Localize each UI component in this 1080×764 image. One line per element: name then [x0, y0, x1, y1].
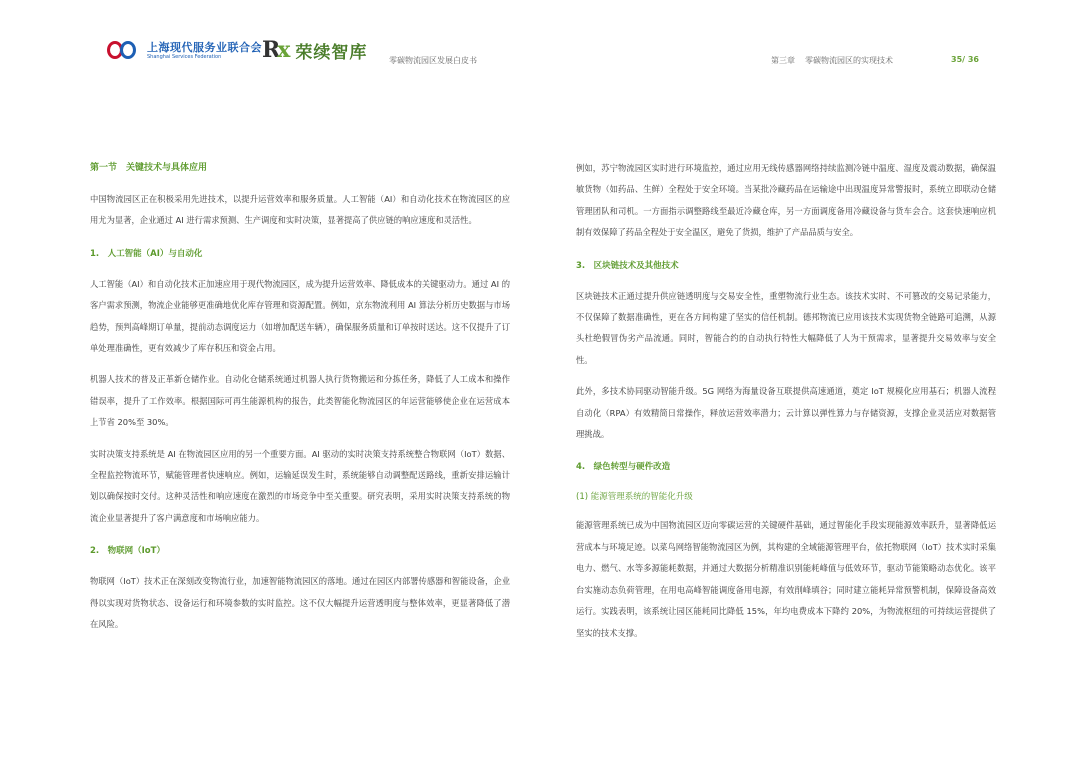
document-title: 零碳物流园区发展白皮书	[389, 56, 477, 65]
energy-paragraph: 能源管理系统已成为中国物流园区迈向零碳运营的关键硬件基础，通过智能化手段实现能源效率跃升，显著降低运营成本与环境足迹。以菜鸟网络智能物流园区为例，其构建的全域能源管理平台，依托物联网（IoT）技术实时采集电力、燃气、水等多源能耗数据，并通过大数据分析精准识别能耗峰值与低效环节，驱动节能策略动态优化。该平台实施动态负荷管理，在用电高峰智能调度备用电源，有效削峰填谷；同时建立能耗异常预警机制，保障设备高效运行。实践表明，该系统让园区能耗同比降低 15%，年均电费成本下降约 20%，为物流枢纽的可持续运营提供了坚实的技术支撑。	[576, 520, 996, 638]
section-title: 第一节 关键技术与具体应用	[90, 163, 208, 173]
federation-name-en: Shanghai Services Federation	[147, 54, 222, 60]
subsection-iot-title: 2. 物联网（IoT）	[90, 546, 165, 557]
chapter-title: 零碳物流园区的实现技术	[805, 56, 893, 65]
think-tank-name: 荣续智库	[295, 42, 368, 63]
subsection-energy-title: (1) 能源管理系统的智能化升级	[576, 492, 693, 503]
page-number: 35/ 36	[951, 55, 979, 64]
iot-paragraph-1: 物联网（IoT）技术正在深刻改变物流行业，加速智能物流园区的落地。通过在园区内部署传感器和智能设备，企业得以实现对货物状态、设备运行和环境参数的实时监控。这不仅大幅提升运营透明度与整体效率，更显著降低了潜在风险。	[90, 576, 510, 630]
left-column	[90, 158, 510, 646]
right-column	[576, 158, 996, 654]
ai-paragraph-1: 人工智能（AI）和自动化技术正加速应用于现代物流园区，成为提升运营效率、降低成本的关键驱动力。通过 AI 的客户需求预测，物流企业能够更准确地优化库存管理和资源配置。例如，京东物流利用 AI 算法分析历史数据与市场趋势，预判高峰期订单量，提前动态调度运力（如增加配送车辆），确保服务质量和订单按时送达。这不仅提升了订单处理准确性，更有效减少了库存积压和资金占用。	[90, 278, 510, 354]
intro-paragraph: 中国物流园区正在积极采用先进技术，以提升运营效率和服务质量。人工智能（AI）和自动化技术在物流园区的应用尤为显著，企业通过 AI 进行需求预测、生产调度和实时决策，显著提高了供应链的响应速度和灵活性。	[90, 194, 510, 226]
subsection-green-title: 4. 绿色转型与硬件改造	[576, 462, 671, 473]
blockchain-paragraph-2: 此外，多技术协同驱动智能升级。5G 网络为海量设备互联提供高速通道，奠定 IoT 规模化应用基石；机器人流程自动化（RPA）有效精简日常操作，释放运营效率潜力；云计算以弹性算力与存储资源，支撑企业灵活应对数据管理挑战。	[576, 386, 996, 440]
federation-name: 上海现代服务业联合会	[147, 41, 262, 54]
ai-paragraph-2: 机器人技术的普及正革新仓储作业。自动化仓储系统通过机器人执行货物搬运和分拣任务，降低了人工成本和操作错误率，提升了工作效率。根据国际可再生能源机构的报告，此类智能化物流园区的年运营能够使企业在运营成本上节省 20%至 30%。	[90, 374, 510, 428]
subsection-ai-title: 1. 人工智能（AI）与自动化	[90, 248, 203, 259]
ai-paragraph-3: 实时决策支持系统是 AI 在物流园区应用的另一个重要方面。AI 驱动的实时决策支持系统整合物联网（IoT）数据、全程监控物流环节，赋能管理者快速响应。例如，运输延误发生时，系统能够自动调整配送路线，重新安排运输计划以确保按时交付。这种灵活性和响应速度在激烈的市场竞争中至关重要。研究表明，采用实时决策支持系统的物流企业显著提升了客户满意度和市场响应能力。	[90, 448, 510, 523]
page-header	[0, 0, 1080, 80]
federation-logo-icon	[107, 40, 141, 62]
chapter-heading	[771, 55, 903, 66]
federation-logo	[107, 40, 262, 62]
iot-paragraph-2: 例如，苏宁物流园区实时进行环境监控，通过应用无线传感器网络持续监测冷链中温度、湿度及震动数据，确保温敏货物（如药品、生鲜）全程处于安全环境。当某批冷藏药品在运输途中出现温度异常警报时，系统立即联动仓储管理团队和司机。一方面指示调整路线至最近冷藏仓库，另一方面调度备用冷藏设备与货车会合。这套快速响应机制有效保障了药品全程处于安全温区，避免了货损，维护了产品品质与安全。	[576, 163, 996, 238]
chapter-label: 第三章	[771, 56, 795, 65]
rx-logo-icon: Rx	[262, 37, 288, 63]
think-tank-logo	[262, 37, 367, 63]
subsection-blockchain-title: 3. 区块链技术及其他技术	[576, 260, 679, 271]
blockchain-paragraph-1: 区块链技术正通过提升供应链透明度与交易安全性，重塑物流行业生态。该技术实时、不可篡改的交易记录能力，不仅保障了数据准确性，更在各方间构建了坚实的信任机制。德邦物流已应用该技术实现货物全链路可追溯，从源头杜绝假冒伪劣产品流通。同时，智能合约的自动执行特性大幅降低了人为干预需求，显著提升交易效率与安全性。	[576, 290, 996, 365]
